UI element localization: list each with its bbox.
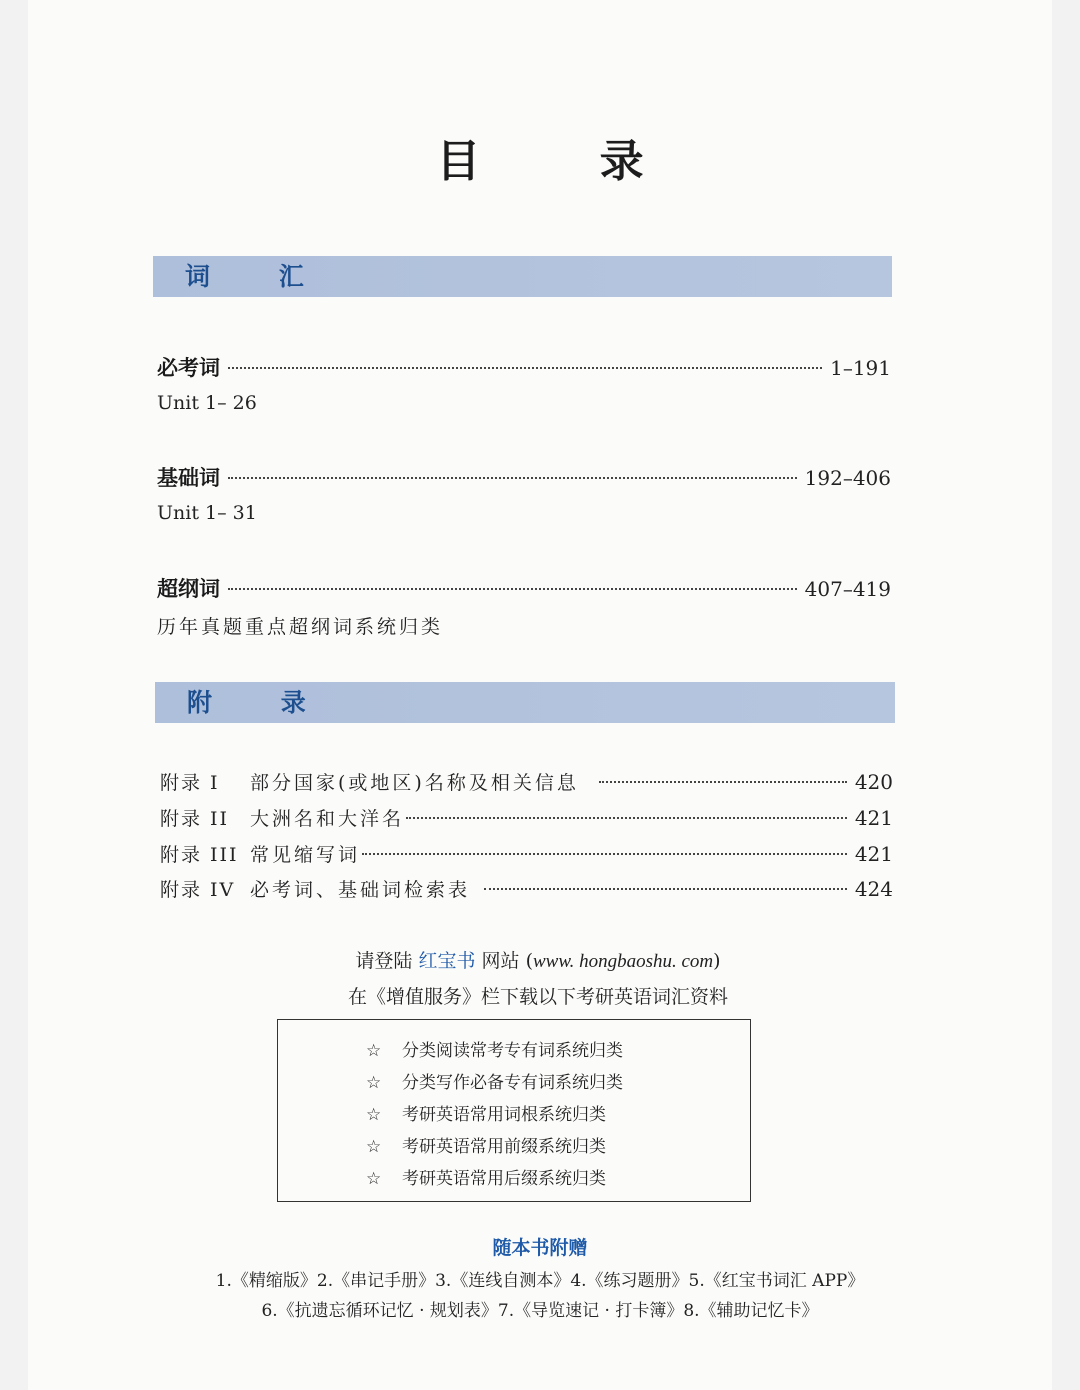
leader-dots [228, 588, 797, 590]
gifts-title: 随本书附赠 [492, 1237, 588, 1259]
promo-line-2: 在《增值服务》栏下载以下考研英语词汇资料 [347, 986, 728, 1008]
box-item [366, 1100, 606, 1125]
appendix-page: 420 [854, 770, 893, 794]
leader-dots [362, 853, 847, 855]
box-item-text: 分类阅读常考专有词系统归类 [402, 1041, 623, 1061]
entry-subtitle: Unit 1– 26 [157, 392, 257, 414]
appendix-title: 部分国家(或地区)名称及相关信息 [250, 772, 579, 794]
entry-pages: 1–191 [830, 356, 891, 380]
entry-subtitle: 历年真题重点超纲词系统归类 [157, 616, 444, 638]
box-item [366, 1132, 606, 1157]
appendix-label: 附录 III [160, 844, 239, 866]
promo-brand: 红宝书 [418, 950, 476, 972]
promo-line-1 [24, 946, 1052, 973]
promo-prefix: 请登陆 [355, 950, 413, 972]
entry-pages: 407–419 [804, 577, 891, 601]
appendix-entry[interactable] [160, 840, 893, 867]
document-page [28, 0, 1052, 1390]
leader-dots [599, 781, 847, 783]
promo-suffix: ) [713, 950, 721, 972]
section-bar-vocab: 词 汇 [153, 256, 892, 297]
entry-name: 基础词 [157, 466, 220, 490]
appendix-label: 附录 I [160, 772, 220, 794]
appendix-label: 附录 II [160, 808, 230, 830]
appendix-entry[interactable] [160, 875, 893, 902]
appendix-page: 421 [854, 842, 893, 866]
page-title: 目 录 [436, 136, 696, 187]
gifts-line-1: 1.《精缩版》2.《串记手册》3.《连线自测本》4.《练习题册》5.《红宝书词汇 APP》 [215, 1271, 865, 1291]
box-item-text: 分类写作必备专有词系统归类 [402, 1073, 623, 1093]
entry-subtitle: Unit 1– 31 [157, 502, 257, 524]
star-icon: ☆ [366, 1169, 382, 1189]
section-bar-appendix: 附 录 [155, 682, 895, 723]
promo-url[interactable]: www. hongbaoshu. com [532, 951, 714, 972]
gifts-line-2: 6.《抗遗忘循环记忆 · 规划表》7.《导览速记 · 打卡簿》8.《辅助记忆卡》 [261, 1301, 819, 1321]
leader-dots [406, 817, 847, 819]
appendix-title: 大洲名和大洋名 [250, 808, 405, 830]
box-item [366, 1068, 623, 1093]
box-item-text: 考研英语常用前缀系统归类 [402, 1137, 606, 1157]
star-icon: ☆ [366, 1105, 382, 1125]
resource-box [277, 1019, 751, 1202]
star-icon: ☆ [366, 1041, 382, 1061]
appendix-title: 常见缩写词 [250, 844, 361, 866]
leader-dots [228, 477, 797, 479]
box-item [366, 1164, 606, 1189]
star-icon: ☆ [366, 1073, 382, 1093]
appendix-entry[interactable] [160, 768, 893, 795]
toc-entry-chaogang[interactable] [157, 573, 891, 603]
leader-dots [228, 367, 822, 369]
box-item [366, 1036, 623, 1061]
appendix-page: 421 [854, 806, 893, 830]
entry-pages: 192–406 [804, 466, 891, 490]
toc-entry-jichu[interactable] [157, 462, 891, 492]
entry-name: 超纲词 [157, 577, 220, 601]
appendix-entry[interactable] [160, 804, 893, 831]
promo-mid: 网站 ( [481, 950, 533, 972]
appendix-page: 424 [854, 877, 893, 901]
appendix-title: 必考词、基础词检索表 [250, 879, 471, 901]
toc-entry-bikao[interactable] [157, 352, 891, 382]
entry-name: 必考词 [157, 356, 220, 380]
leader-dots [484, 888, 847, 890]
star-icon: ☆ [366, 1137, 382, 1157]
box-item-text: 考研英语常用后缀系统归类 [402, 1169, 606, 1189]
box-item-text: 考研英语常用词根系统归类 [402, 1105, 606, 1125]
appendix-label: 附录 IV [160, 879, 236, 901]
